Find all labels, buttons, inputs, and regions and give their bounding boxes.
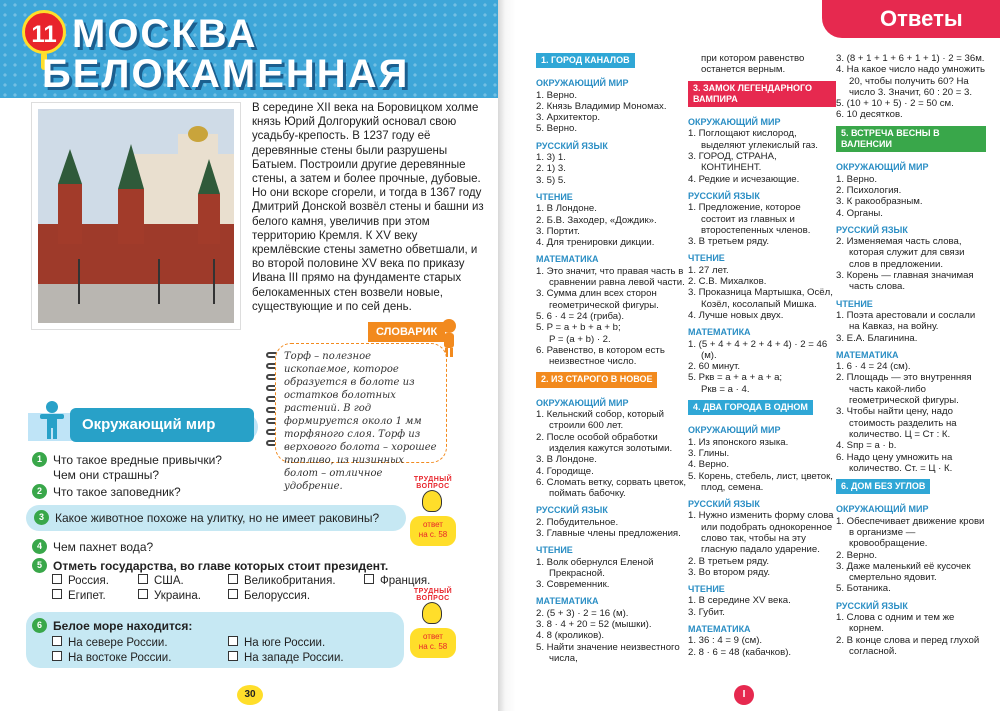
answer-item: 1. 6 · 4 = 24 (см). xyxy=(836,361,911,373)
answer-item: P = (a + b) · 2. xyxy=(549,333,611,345)
glossary-card: Торф – полезное ископаемое, которое образуется в болоте из остатков болотных растений. В год формируется около 1 мм торфяного слоя. Торф из верхового болота – хорошее топливо, из низинных болот – отличное удобрение. xyxy=(275,343,447,463)
answer-item: 4. Верно. xyxy=(688,459,730,471)
answer-item: 4. 8 (кроликов). xyxy=(536,630,605,642)
answer-item: 3. 5) 5. xyxy=(536,174,566,186)
question-1 xyxy=(32,452,222,482)
chapter-header xyxy=(0,0,500,98)
lightbulb-icon xyxy=(422,490,442,512)
answer-item: 5. Верно. xyxy=(536,123,578,135)
answer-item: 5. (10 + 10 + 5) · 2 = 50 см. xyxy=(836,98,954,110)
checkbox-south[interactable]: На юге России. xyxy=(228,636,325,649)
answer-item: 3. Проказница Мартышка, Осёл, Козёл, косолапый Мишка. xyxy=(688,287,833,310)
checkbox-egypt[interactable]: Египет. xyxy=(52,589,106,602)
answer-item: 2. 1) 3. xyxy=(536,163,566,175)
answer-item: 1. В середине XV века. xyxy=(688,595,791,607)
answer-item: 1. 3) 1. xyxy=(536,152,566,164)
question-2 xyxy=(32,484,181,499)
answer-item: 3. (8 + 1 + 1 + 6 + 1 + 1) · 2 = 36м. xyxy=(836,53,985,64)
answer-item: 3. ГОРОД, СТРАНА, КОНТИНЕНТ. xyxy=(688,151,777,174)
answer-item: 2. Верно. xyxy=(836,549,878,561)
checkbox-ukraine[interactable]: Украина. xyxy=(138,589,201,602)
hint-label: ТРУДНЫЙ ВОПРОС xyxy=(413,588,453,602)
answer-item: 2. С.В. Михалков. xyxy=(688,276,767,288)
subject-label: ОКРУЖАЮЩИЙ МИР xyxy=(836,504,929,515)
glossary-label: СЛОВАРИК xyxy=(368,322,445,342)
question-6 xyxy=(32,618,192,633)
answer-item: 2. Побудительное. xyxy=(536,516,619,528)
section-header: 2. ИЗ СТАРОГО В НОВОЕ xyxy=(536,372,657,387)
checkbox-france[interactable]: Франция. xyxy=(364,574,430,587)
subject-label: РУССКИЙ ЯЗЫК xyxy=(536,505,608,516)
answer-item: 1. Обеспечивает движение крови в организме — кровообращение. xyxy=(836,515,985,550)
hard-question-badge-2 xyxy=(410,590,456,660)
answer-item: 3. Чтобы найти цену, надо стоимость разделить на количество. Ц = Ст : К. xyxy=(836,406,957,440)
question-text: Белое море находится: xyxy=(53,618,193,633)
answer-item: 6. 10 десятков. xyxy=(836,109,903,121)
answer-item: 1. (5 + 4 + 4 + 2 + 4 + 4) · 2 = 46 (м). xyxy=(688,338,828,361)
answer-item: 3. К ракообразным. xyxy=(836,196,923,208)
question-text-2: Чем они страшны? xyxy=(53,468,159,483)
answer-item: 3. Корень — главная значимая часть слова. xyxy=(836,270,974,293)
checkbox-west[interactable]: На западе России. xyxy=(228,651,344,664)
subject-label: ЧТЕНИЕ xyxy=(536,545,573,556)
answer-item: 1. Нужно изменить форму слова или подобрать однокоренное слово так, чтобы на эту гласную падало ударение. xyxy=(688,510,834,556)
subject-label: ЧТЕНИЕ xyxy=(536,191,573,202)
hint-answer-line-1: ответ xyxy=(423,632,443,641)
question-number: 1 xyxy=(32,452,47,467)
person-icon xyxy=(38,400,66,440)
section-header: 4. ДВА ГОРОДА В ОДНОМ xyxy=(688,400,813,415)
answer-item: 5. Ботаника. xyxy=(836,583,891,595)
answer-item: 4. Для тренировки дикции. xyxy=(536,237,655,249)
subject-label: ОКРУЖАЮЩИЙ МИР xyxy=(688,425,781,436)
answer-item: 3. В Лондоне. xyxy=(536,454,597,466)
answer-item: 4. Лучше новых двух. xyxy=(688,309,784,321)
right-page xyxy=(516,0,1000,711)
answer-item: 2. Князь Владимир Мономах. xyxy=(536,100,667,112)
subject-label: МАТЕМАТИКА xyxy=(688,624,751,635)
question-number: 2 xyxy=(32,484,47,499)
subject-label: РУССКИЙ ЯЗЫК xyxy=(688,499,760,510)
answer-item: 3. Глины. xyxy=(688,447,730,459)
q5-options xyxy=(52,574,431,604)
answer-item: 4. Органы. xyxy=(836,207,883,219)
subject-label: ОКРУЖАЮЩИЙ МИР xyxy=(688,117,781,128)
title-line-2: БЕЛОКАМЕННАЯ xyxy=(42,52,410,96)
answer-item: 3. Портит. xyxy=(536,225,580,237)
hint-answer-line-1: ответ xyxy=(423,520,443,529)
book-gutter xyxy=(498,0,516,711)
subject-label: МАТЕМАТИКА xyxy=(536,596,599,607)
answer-item: 3. 8 · 4 + 20 = 52 (мышки). xyxy=(536,619,652,631)
answer-item: 4. Редкие и исчезающие. xyxy=(688,173,800,185)
subject-label: РУССКИЙ ЯЗЫК xyxy=(536,140,608,151)
subject-label: РУССКИЙ ЯЗЫК xyxy=(836,224,908,235)
subject-label: ЧТЕНИЕ xyxy=(688,253,725,264)
chapter-number-badge: 11 xyxy=(22,10,66,54)
checkbox-usa[interactable]: США. xyxy=(138,574,184,587)
answer-item: 3. Даже маленький её кусочек смертельно ядовит. xyxy=(836,560,971,584)
question-5 xyxy=(32,558,388,573)
answer-item: 4. Sпр = a · b. xyxy=(836,440,897,452)
answer-item: 3. Архитектор. xyxy=(536,112,600,124)
answer-item: 3. Сумма длин всех сторон геометрической фигуры. xyxy=(536,288,659,311)
subject-label: ОКРУЖАЮЩИЙ МИР xyxy=(536,78,629,89)
answer-item: 2. Б.В. Заходер, «Дождик». xyxy=(536,214,657,226)
answer-item: Pкв = a · 4. xyxy=(701,383,750,395)
hint-answer-line-2: на с. 58 xyxy=(418,642,448,651)
answer-item: 3. Во втором ряду. xyxy=(688,566,771,578)
question-number: 4 xyxy=(32,539,47,554)
answer-item: 2. Площадь — это внутренняя часть какой-либо геометрической фигуры. xyxy=(836,372,972,407)
checkbox-north[interactable]: На севере России. xyxy=(52,636,168,649)
question-4 xyxy=(32,539,153,554)
answer-item: 3. Современник. xyxy=(536,579,610,591)
answer-item: 5. P = a + b + a + b; xyxy=(536,322,621,334)
answer-item: 1. Верно. xyxy=(836,173,878,185)
section-header: 3. ЗАМОК ЛЕГЕНДАРНОГО ВАМПИРА xyxy=(688,81,836,108)
answers-column-3 xyxy=(836,50,986,657)
intro-paragraph: В середине XII века на Боровицком холме князь Юрий Долгорукий основал свою усадьбу-крепость. В 1237 году её деревянные стены были разрушены Батыем. Построили другие деревянные стены, а затем и более прочные, дубовые. Но они вскоре сгорели, и тогда в 1367 году Дмитрий Донской возвёл стены и башни из белого камня, увеличив при этом территорию Кремля. К XV веку кремлёвские стены заметно обветшали, и во второй половине XV века по приказу Ивана III прямо на фундаменте старых белокаменных стен возвели новые, существующие и по сей день. xyxy=(252,102,484,313)
section-header: 6. ДОМ БЕЗ УГЛОВ xyxy=(836,479,930,494)
section-header: 1. ГОРОД КАНАЛОВ xyxy=(536,53,635,68)
answer-item: 2. (5 + 3) · 2 = 16 (м). xyxy=(536,607,629,619)
answer-item: 6. Равенство, в котором есть неизвестное число. xyxy=(536,344,665,368)
answer-item: 1. Предложение, которое состоит из главных и второстепенных членов. xyxy=(688,202,811,236)
answer-item: 5. Корень, стебель, лист, цветок, плод, семена. xyxy=(688,470,833,493)
checkbox-belarus[interactable]: Белоруссия. xyxy=(228,589,310,602)
answer-item: 1. Это значит, что правая часть в сравнении равна левой части. xyxy=(536,265,685,289)
kremlin-photo xyxy=(32,103,240,329)
answer-item: 5. Найти значение неизвестного числа, xyxy=(536,641,680,664)
subject-label: ЧТЕНИЕ xyxy=(688,584,725,595)
hint-answer xyxy=(410,516,456,546)
question-text: Чем пахнет вода? xyxy=(53,539,154,554)
answer-item: 3. Е.А. Благинина. xyxy=(836,332,918,344)
answer-item: 2. В третьем ряду. xyxy=(688,555,769,567)
title-line-1: МОСКВА xyxy=(72,12,258,56)
answer-item: 3. Главные члены предложения. xyxy=(536,527,681,539)
answer-item: 3. Губит. xyxy=(688,606,725,618)
subject-label: ЧТЕНИЕ xyxy=(836,298,873,309)
answers-column-2 xyxy=(688,50,836,658)
answer-item: 1. Кельнский собор, который строили 600 лет. xyxy=(536,409,664,432)
subject-label: ОКРУЖАЮЩИЙ МИР xyxy=(536,397,629,408)
answer-item: 1. Поглощают кислород, выделяют углекислый газ. xyxy=(688,128,818,151)
question-number: 5 xyxy=(32,558,47,573)
answer-item: 2. В конце слова и перед глухой согласной. xyxy=(836,634,980,657)
subject-label: МАТЕМАТИКА xyxy=(536,254,599,265)
answer-item: 1. Верно. xyxy=(536,89,578,101)
q6-options xyxy=(52,636,382,666)
question-3 xyxy=(26,505,406,531)
answer-item: 1. В Лондоне. xyxy=(536,203,597,215)
lightbulb-icon xyxy=(422,602,442,624)
hint-answer-line-2: на с. 58 xyxy=(418,530,448,539)
answer-item: 2. Изменяемая часть слова, которая служит для связи слов в предложении. xyxy=(836,236,965,270)
kremlin-illustration xyxy=(38,109,234,323)
subject-label: РУССКИЙ ЯЗЫК xyxy=(836,600,908,611)
subject-label: МАТЕМАТИКА xyxy=(688,327,751,338)
page-number: 30 xyxy=(237,685,263,705)
answer-item: 1. Из японского языка. xyxy=(688,436,789,448)
answer-item: 1. Поэта арестовали и сослали на Кавказ, на войну. xyxy=(836,309,976,333)
answer-item: 1. Волк обернулся Еленой Прекрасной. xyxy=(536,556,654,579)
answers-header: Ответы xyxy=(822,0,1000,38)
answer-item: 2. 60 минут. xyxy=(688,361,741,373)
question-text: Какое животное похоже на улитку, но не имеет раковины? xyxy=(55,510,380,525)
hard-question-badge xyxy=(410,478,456,548)
answer-item: 5. Pкв = a + a + a + a; xyxy=(688,372,783,384)
answer-item: 4. Городище. xyxy=(536,465,594,477)
hint-label: ТРУДНЫЙ ВОПРОС xyxy=(413,476,453,490)
question-number: 3 xyxy=(34,510,49,525)
answer-item: 2. После особой обработки изделия кажутся золотыми. xyxy=(536,431,673,454)
subject-label: МАТЕМАТИКА xyxy=(836,349,899,360)
answer-item: 3. В третьем ряду. xyxy=(688,236,769,248)
answer-continued: при котором равенство останется верным. xyxy=(701,53,805,76)
question-text: Что такое вредные привычки? xyxy=(53,452,222,467)
answers-column-1 xyxy=(536,50,688,664)
question-text: Что такое заповедник? xyxy=(53,484,181,499)
checkbox-russia[interactable]: Россия. xyxy=(52,574,109,587)
answer-item: 1. 27 лет. xyxy=(688,264,729,276)
section-header: 5. ВСТРЕЧА ВЕСНЫ В ВАЛЕНСИИ xyxy=(836,126,986,153)
section-title: Окружающий мир xyxy=(70,408,254,442)
subject-label: РУССКИЙ ЯЗЫК xyxy=(688,190,760,201)
question-text: Отметь государства, во главе которых стоит президент. xyxy=(53,558,389,573)
answer-item: 2. 8 · 6 = 48 (кабачков). xyxy=(688,646,792,658)
answer-item: 2. Психология. xyxy=(836,184,902,196)
answer-item: 6. Надо цену умножить на количество. Ст. = Ц · К. xyxy=(836,451,953,474)
page-number: I xyxy=(734,685,754,705)
answer-item: 6. Сломать ветку, сорвать цветок, поймать бабочку. xyxy=(536,476,687,500)
hint-answer xyxy=(410,628,456,658)
subject-label: ОКРУЖАЮЩИЙ МИР xyxy=(836,162,929,173)
answer-item: 1. 36 : 4 = 9 (см). xyxy=(688,635,763,647)
answer-item: 4. На какое число надо умножить 20, чтобы получить 60? На число 3. Значит, 60 : 20 = 3. xyxy=(836,64,986,98)
question-number: 6 xyxy=(32,618,47,633)
answer-item: 1. Слова с одним и тем же корнем. xyxy=(836,612,955,635)
answer-item: 5. 6 · 4 = 24 (гриба). xyxy=(536,310,624,322)
checkbox-east[interactable]: На востоке России. xyxy=(52,651,171,664)
checkbox-uk[interactable]: Великобритания. xyxy=(228,574,336,587)
